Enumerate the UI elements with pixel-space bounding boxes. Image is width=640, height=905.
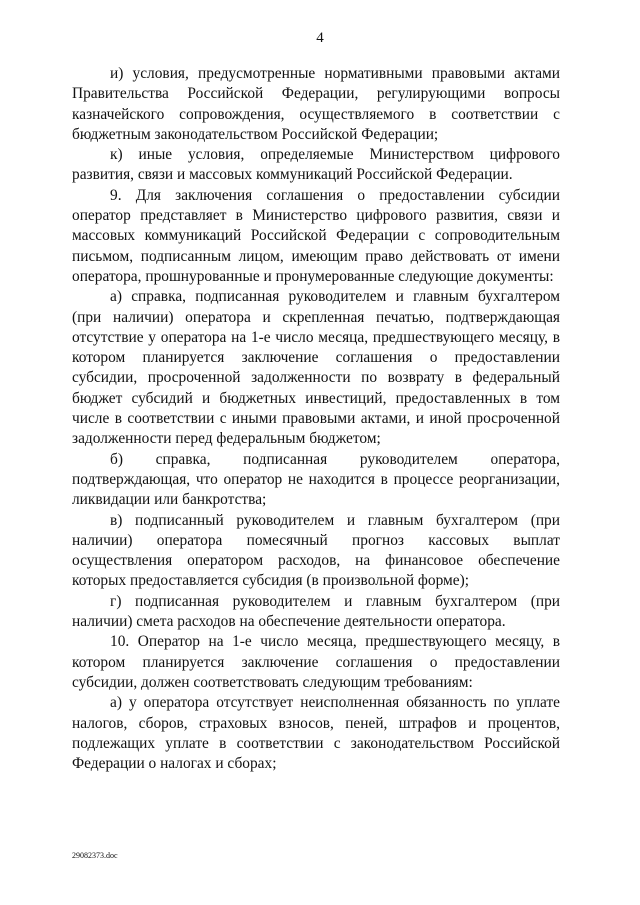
- paragraph-item-i: и) условия, предусмотренные нормативными правовыми актами Правительства Российской Федерации, регулирующими вопросы казначейского сопровождения, осуществляемого в соответствии с бюджетным законодательством Российской Федерации;: [72, 65, 560, 143]
- paragraph-item-a: а) справка, подписанная руководителем и главным бухгалтером (при наличии) оператора и скрепленная печатью, подтверждающая отсутствие у оператора на 1-е число месяца, предшествующего месяцу, в котором планируется заключение соглашения о предоставлении субсидии, просроченной задолженности по возврату в федеральный бюджет субсидий и бюджетных инвестиций, предоставленных в том числе в соответствии с иными правовыми актами, и иной просроченной задолженности перед федеральным бюджетом;: [72, 288, 560, 448]
- paragraph-section-9: 9. Для заключения соглашения о предоставлении субсидии оператор представляет в Министерство цифрового развития, связи и массовых коммуникаций Российской Федерации с сопроводительным письмом, подписанным лицом, имеющим право действовать от имени оператора, прошнурованные и пронумерованные следующие документы:: [72, 186, 560, 285]
- paragraph-item-k: к) иные условия, определяемые Министерством цифрового развития, связи и массовых коммуникаций Российской Федерации.: [72, 146, 560, 184]
- paragraph-section-10: 10. Оператор на 1-е число месяца, предшествующего месяцу, в котором планируется заключение соглашения о предоставлении субсидии, должен соответствовать следующим требованиям:: [72, 633, 560, 691]
- page-number: 4: [316, 30, 324, 46]
- document-body: [72, 64, 560, 774]
- paragraph-item-a-2: а) у оператора отсутствует неисполненная обязанность по уплате налогов, сборов, страховых взносов, пеней, штрафов и процентов, подлежащих уплате в соответствии с законодательством Российской Федерации о налогах и сборах;: [72, 694, 560, 773]
- paragraph-item-v: в) подписанный руководителем и главным бухгалтером (при наличии) оператора помесячный прогноз кассовых выплат осуществления оператором расходов, на финансовое обеспечение которых предоставляется субсидия (в произвольной форме);: [72, 511, 560, 590]
- footer-doc-code: 29082373.doc: [72, 851, 118, 860]
- paragraph-item-b: б) справка, подписанная руководителем оператора, подтверждающая, что оператор не находится в процессе реорганизации, ликвидации или банкротства;: [72, 450, 560, 509]
- paragraph-item-g: г) подписанная руководителем и главным бухгалтером (при наличии) смета расходов на обеспечение деятельности оператора.: [72, 592, 560, 631]
